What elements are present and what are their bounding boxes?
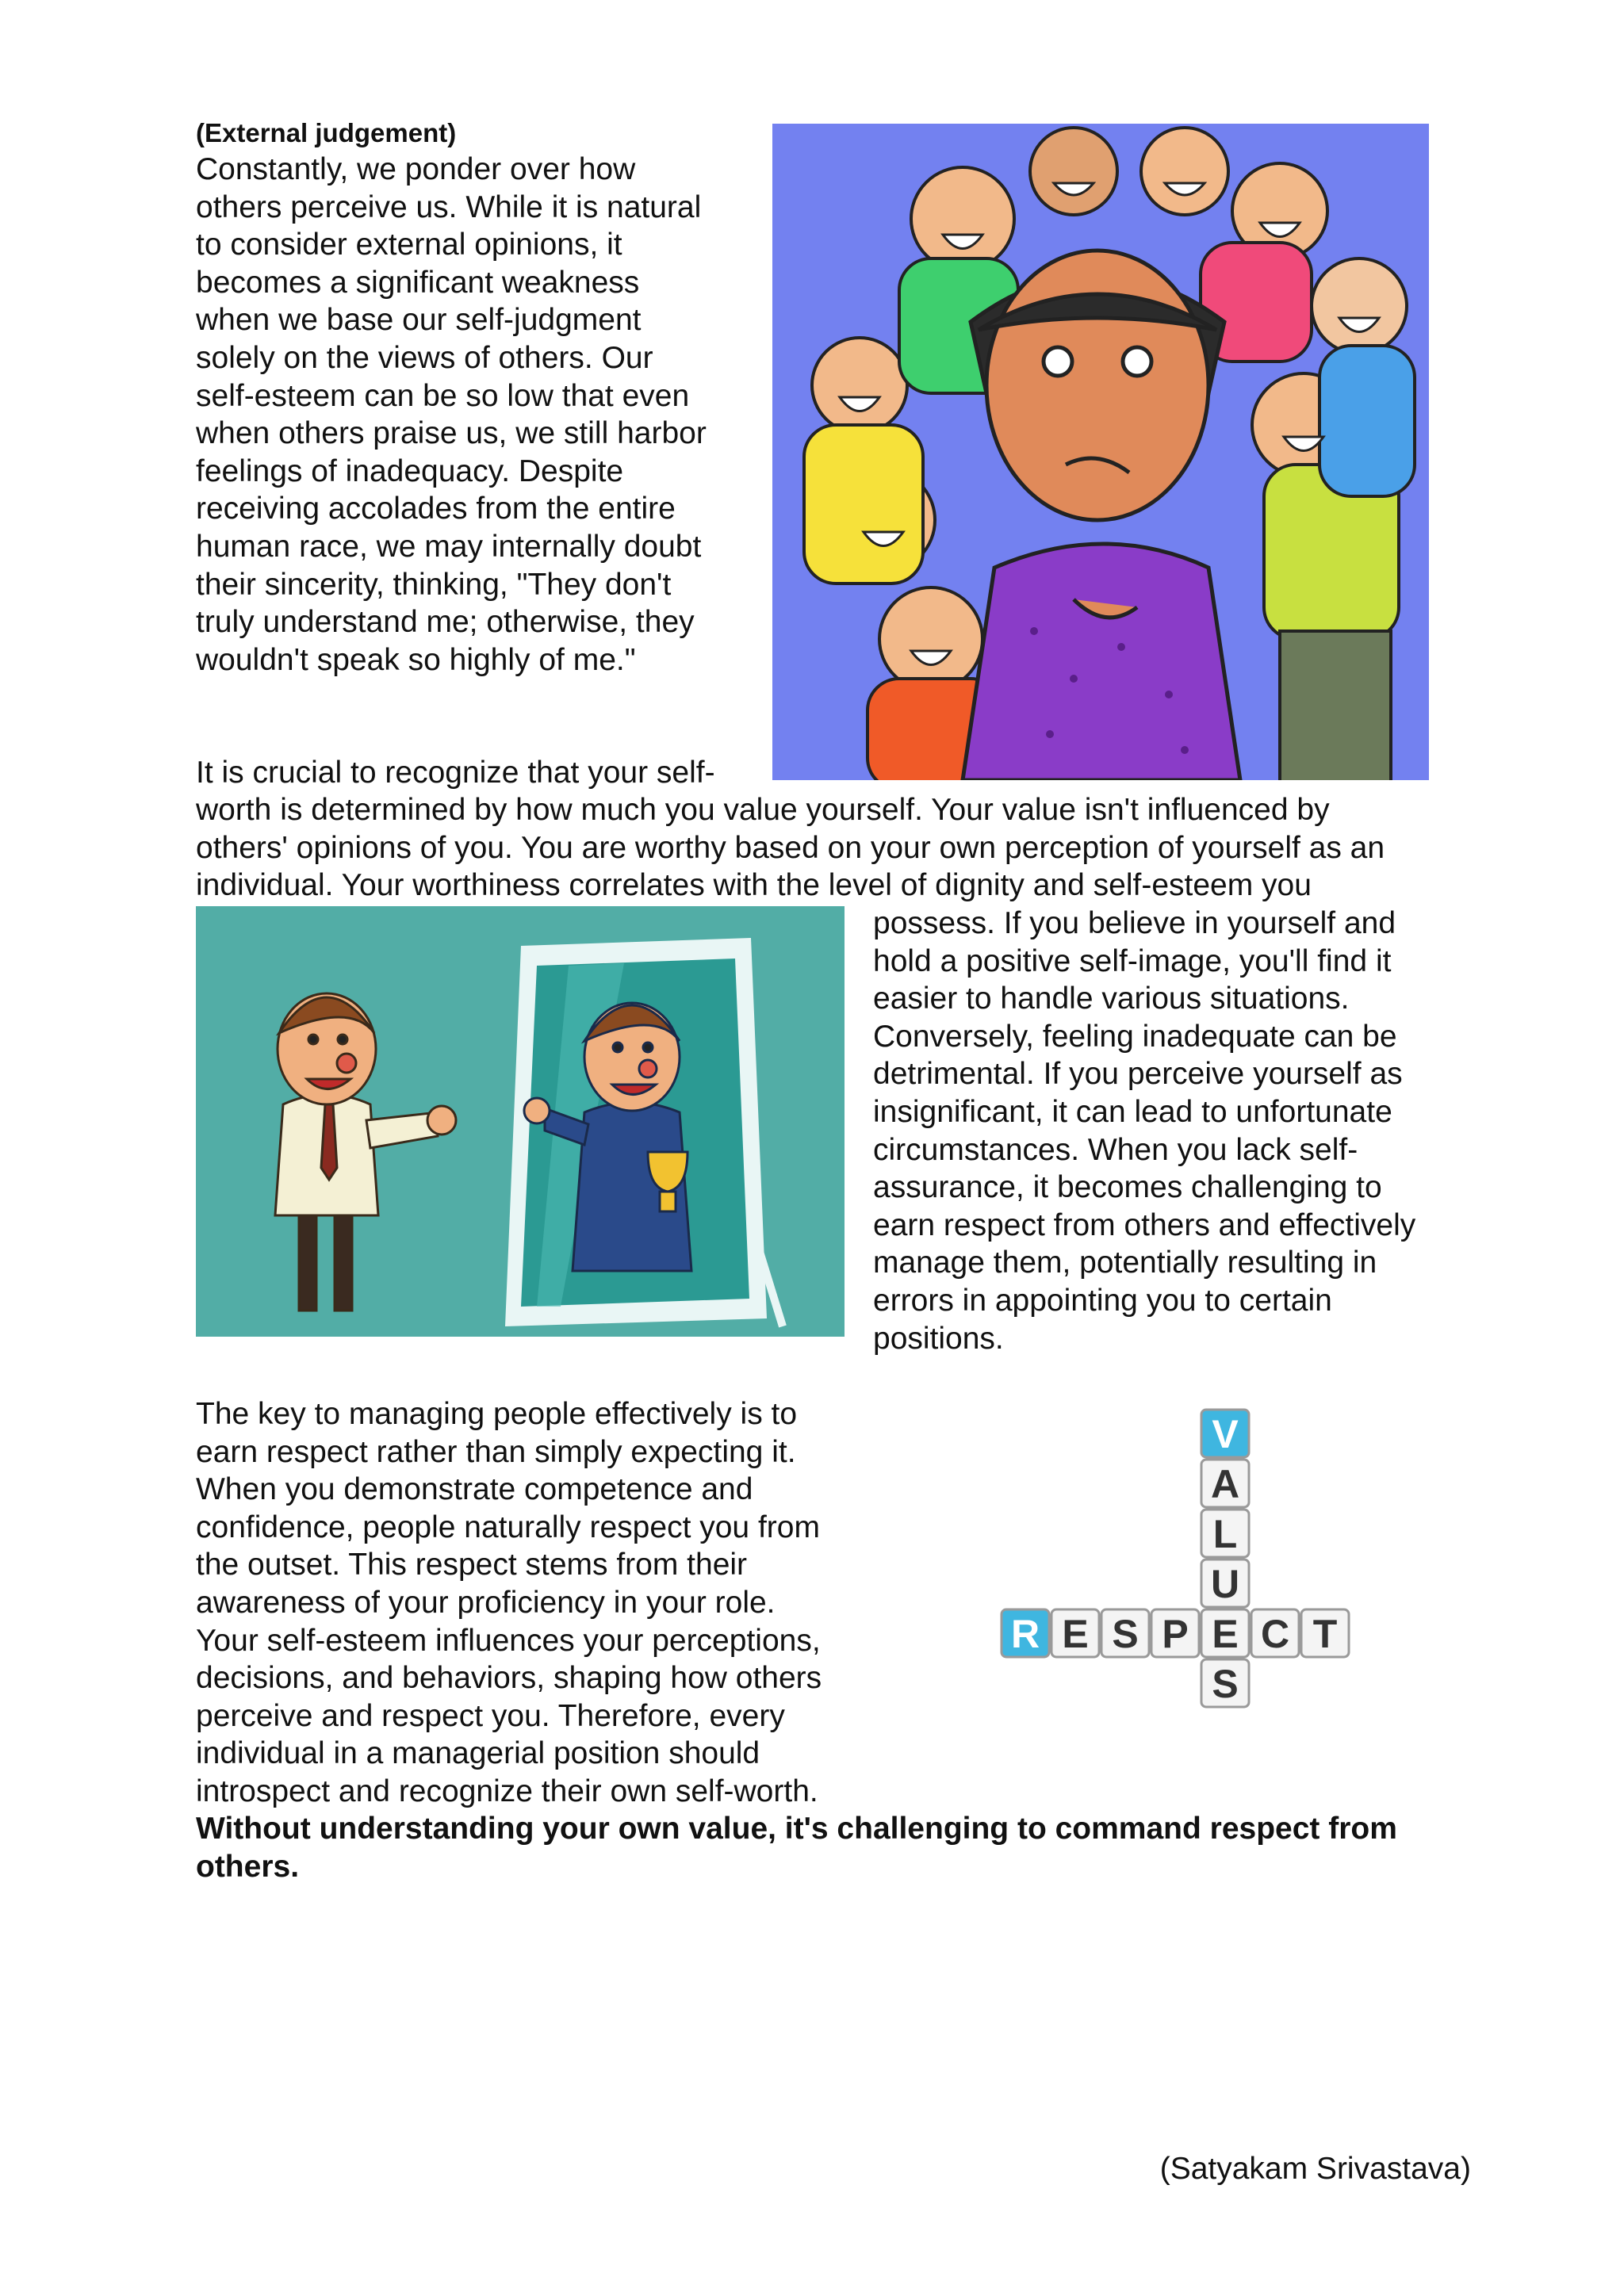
text-line: others. xyxy=(196,1849,300,1884)
text-line: their sincerity, thinking, "They don't xyxy=(196,567,672,602)
text-line: human race, we may internally doubt xyxy=(196,529,702,564)
values-respect-crossword-illustration xyxy=(932,1403,1392,1792)
text-line: worth is determined by how much you value yourself. Your value isn't influenced by xyxy=(196,793,1330,827)
crossword-tile-values-0 xyxy=(1201,1410,1249,1457)
text-line: positions. xyxy=(873,1321,1004,1356)
text-line: solely on the views of others. Our xyxy=(196,340,653,375)
man-mirror-illustration xyxy=(196,906,845,1337)
crossword-tile-respect-2 xyxy=(1101,1609,1149,1657)
paragraph-external-judgement xyxy=(196,151,707,679)
text-line: individual. Your worthiness correlates with the level of dignity and self-esteem you xyxy=(196,868,1312,903)
text-line: the outset. This respect stems from their xyxy=(196,1548,748,1582)
svg-text:L: L xyxy=(1212,1512,1238,1556)
mirror-illustration-svg xyxy=(196,906,845,1337)
text-line: decisions, and behaviors, shaping how others xyxy=(196,1661,822,1696)
text-line: self-esteem can be so low that even xyxy=(196,378,690,413)
text-line: when we base our self-judgment xyxy=(196,303,642,338)
crossword-svg xyxy=(932,1403,1392,1792)
text-line: detrimental. If you perceive yourself as xyxy=(873,1057,1403,1092)
paragraph-self-worth-first-line: It is crucial to recognize that your self- xyxy=(196,756,715,790)
text-line: awareness of your proficiency in your role. xyxy=(196,1585,776,1620)
text-line: perceive and respect you. Therefore, every xyxy=(196,1698,785,1733)
text-line: possess. If you believe in yourself and xyxy=(873,906,1396,940)
text-line: manage them, potentially resulting in xyxy=(873,1246,1377,1280)
crossword-tile-respect-0 xyxy=(1002,1609,1049,1657)
text-line: becomes a significant weakness xyxy=(196,265,640,300)
text-line: to consider external opinions, it xyxy=(196,228,622,262)
paragraph-managing-people xyxy=(196,1395,822,1811)
text-line: When you demonstrate competence and xyxy=(196,1472,753,1507)
crossword-tile-values-5 xyxy=(1201,1659,1249,1707)
text-line: Your self-esteem influences your perceptions, xyxy=(196,1623,821,1658)
crossword-tile-values-3 xyxy=(1201,1559,1249,1607)
svg-text:E: E xyxy=(1062,1612,1089,1656)
crossword-tile-respect-3 xyxy=(1151,1609,1199,1657)
text-line: Conversely, feeling inadequate can be xyxy=(873,1019,1397,1054)
crossword-tile-respect-4 xyxy=(1201,1609,1249,1657)
text-line: insignificant, it can lead to unfortunate xyxy=(873,1094,1392,1129)
conclusion-statement xyxy=(196,1810,1397,1885)
svg-text:U: U xyxy=(1210,1562,1240,1606)
svg-text:S: S xyxy=(1112,1612,1139,1656)
svg-text:S: S xyxy=(1212,1662,1239,1706)
paragraph-self-worth-continued xyxy=(873,905,1415,1357)
crowd-laughing-illustration xyxy=(772,124,1429,780)
text-line: assurance, it becomes challenging to xyxy=(873,1170,1382,1205)
text-line: receiving accolades from the entire xyxy=(196,492,676,526)
crowd-illustration-svg xyxy=(772,124,1429,780)
text-line: earn respect from others and effectively xyxy=(873,1207,1416,1242)
text-line: circumstances. When you lack self- xyxy=(873,1132,1358,1167)
text-line: others' opinions of you. You are worthy based on your own perception of yourself as an xyxy=(196,830,1385,865)
svg-text:C: C xyxy=(1260,1612,1290,1656)
text-line: feelings of inadequacy. Despite xyxy=(196,453,624,488)
author-signature: (Satyakam Srivastava) xyxy=(1159,2152,1471,2186)
svg-text:P: P xyxy=(1162,1612,1189,1656)
crossword-tile-respect-6 xyxy=(1301,1609,1349,1657)
text-line: truly understand me; otherwise, they xyxy=(196,605,695,640)
svg-text:E: E xyxy=(1212,1612,1239,1656)
text-line: Constantly, we ponder over how xyxy=(196,152,636,186)
crossword-tile-values-1 xyxy=(1201,1460,1249,1507)
crossword-tile-respect-1 xyxy=(1051,1609,1099,1657)
crossword-tile-respect-5 xyxy=(1251,1609,1299,1657)
text-line: when others praise us, we still harbor xyxy=(196,416,707,451)
text-line: earn respect rather than simply expecting it. xyxy=(196,1434,796,1469)
text-line: introspect and recognize their own self-worth. xyxy=(196,1774,818,1808)
text-line: Without understanding your own value, it's challenging to command respect from xyxy=(196,1812,1397,1846)
text-line: hold a positive self-image, you'll find it xyxy=(873,943,1392,978)
text-line: individual in a managerial position should xyxy=(196,1736,760,1771)
section-heading: (External judgement) xyxy=(196,118,457,147)
svg-text:V: V xyxy=(1212,1412,1239,1456)
text-line: others perceive us. While it is natural xyxy=(196,189,702,224)
text-line: errors in appointing you to certain xyxy=(873,1283,1332,1318)
svg-text:T: T xyxy=(1312,1612,1338,1656)
svg-text:A: A xyxy=(1210,1462,1240,1506)
svg-text:R: R xyxy=(1010,1612,1040,1656)
text-line: wouldn't speak so highly of me." xyxy=(196,642,636,677)
text-line: easier to handle various situations. xyxy=(873,982,1350,1016)
text-line: The key to managing people effectively is to xyxy=(196,1397,798,1431)
text-line: confidence, people naturally respect you from xyxy=(196,1510,820,1544)
crossword-tile-values-2 xyxy=(1201,1510,1249,1557)
paragraph-self-worth xyxy=(196,791,1385,905)
